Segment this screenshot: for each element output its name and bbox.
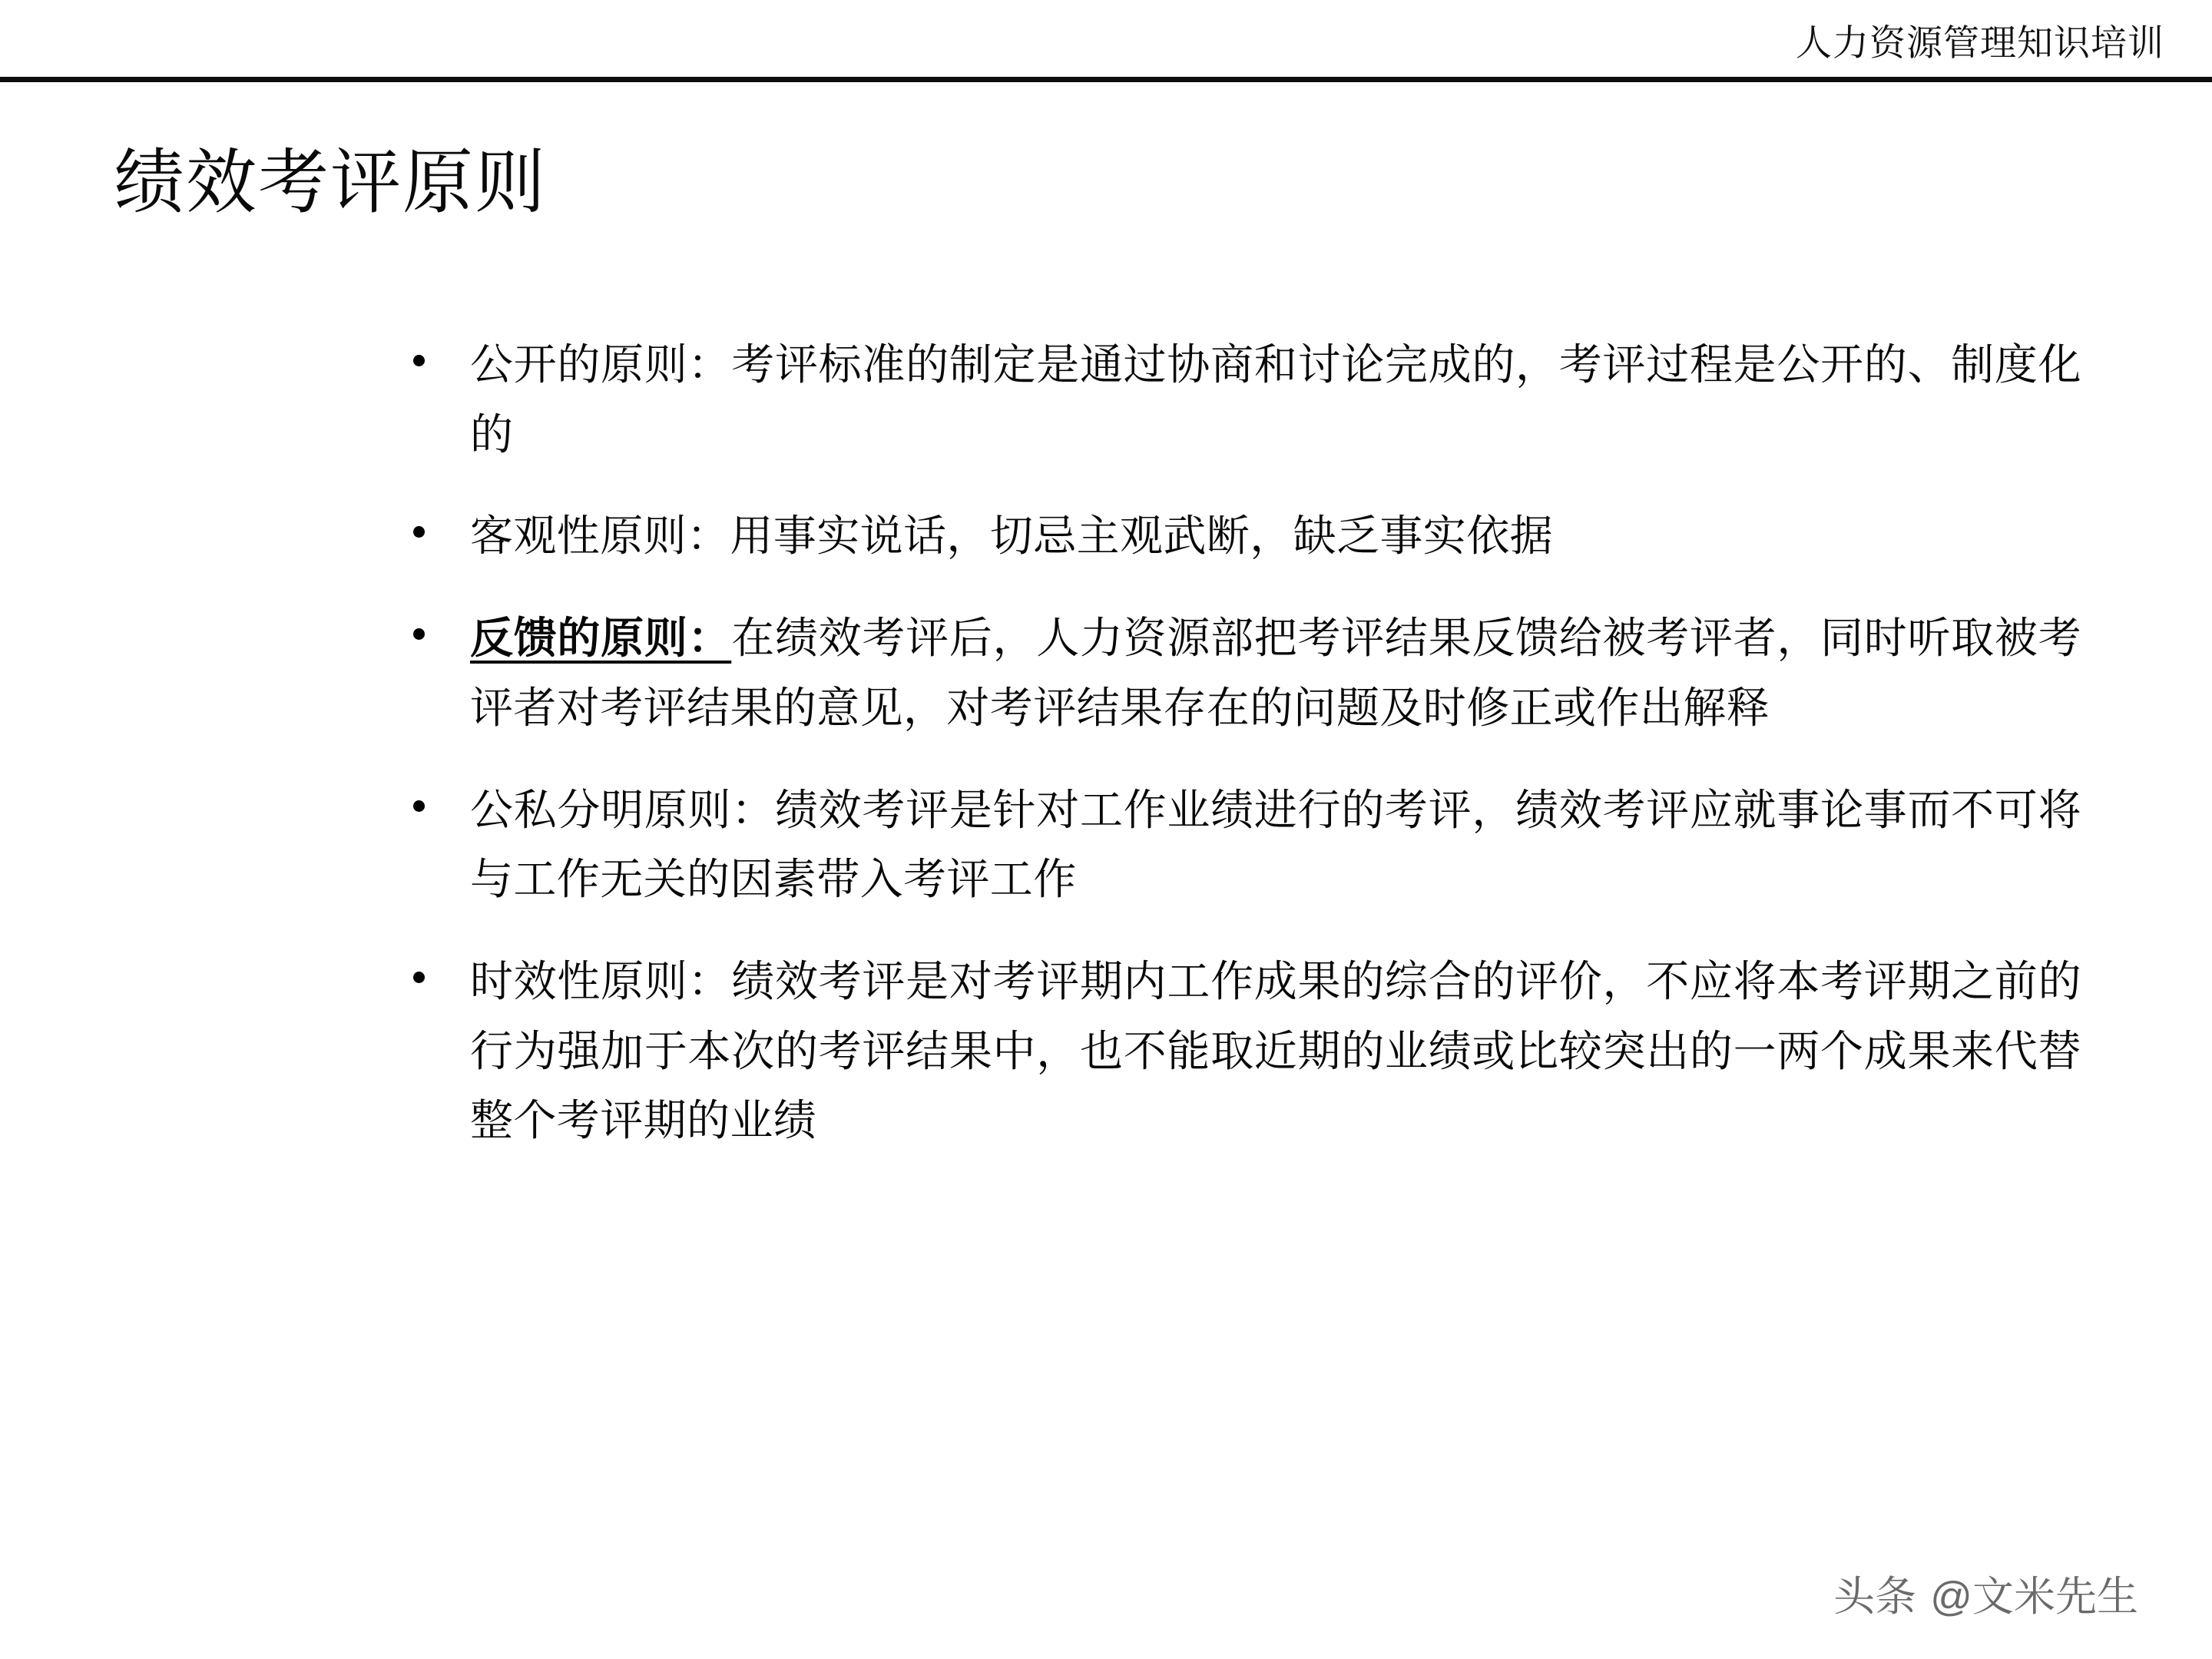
list-item-body: 时效性原则：绩效考评是对考评期内工作成果的综合的评价，不应将本考评期之前的行为强加于本次的考评结果中，也不能取近期的业绩或比较突出的一两个成果来代替整个考评期的业绩 xyxy=(470,957,2081,1145)
list-item xyxy=(399,947,2081,1156)
list-item-body: 客观性原则：用事实说话，切忌主观武断，缺乏事实依据 xyxy=(470,512,1553,561)
list-item xyxy=(399,776,2081,915)
list-item-body: 公私分明原则：绩效考评是针对工作业绩进行的考评，绩效考评应就事论事而不可将与工作无关的因素带入考评工作 xyxy=(470,785,2081,904)
watermark-brand: 头条 xyxy=(1833,1574,1917,1620)
bullet-list xyxy=(399,330,2081,1156)
list-item-body: 在绩效考评后，人力资源部把考评结果反馈给被考评者，同时听取被考评者对考评结果的意见，对考评结果存在的问题及时修正或作出解释 xyxy=(470,614,2081,732)
bullet-point-icon xyxy=(413,526,425,538)
bullet-point-icon xyxy=(413,800,425,812)
list-item xyxy=(399,502,2081,571)
list-item-text xyxy=(470,330,2081,469)
watermark xyxy=(1833,1576,2138,1618)
list-item-text xyxy=(470,947,2081,1156)
list-item-text xyxy=(470,604,2081,743)
bullet-point-icon xyxy=(413,628,425,640)
header-title: 人力资源管理知识培训 xyxy=(1796,22,2164,63)
list-item-emphasis: 反馈的原则： xyxy=(470,614,732,663)
slide-header xyxy=(0,0,2212,80)
list-item-body: 公开的原则：考评标准的制定是通过协商和讨论完成的，考评过程是公开的、制度化的 xyxy=(470,340,2081,459)
list-item xyxy=(399,604,2081,743)
watermark-handle: @文米先生 xyxy=(1930,1574,2138,1620)
header-divider xyxy=(0,77,2212,82)
page-title: 绩效考评原则 xyxy=(114,144,548,222)
list-item-text xyxy=(470,776,2081,915)
list-item-text xyxy=(470,502,2081,571)
bullet-point-icon xyxy=(413,972,425,983)
bullet-point-icon xyxy=(413,355,425,366)
list-item xyxy=(399,330,2081,469)
